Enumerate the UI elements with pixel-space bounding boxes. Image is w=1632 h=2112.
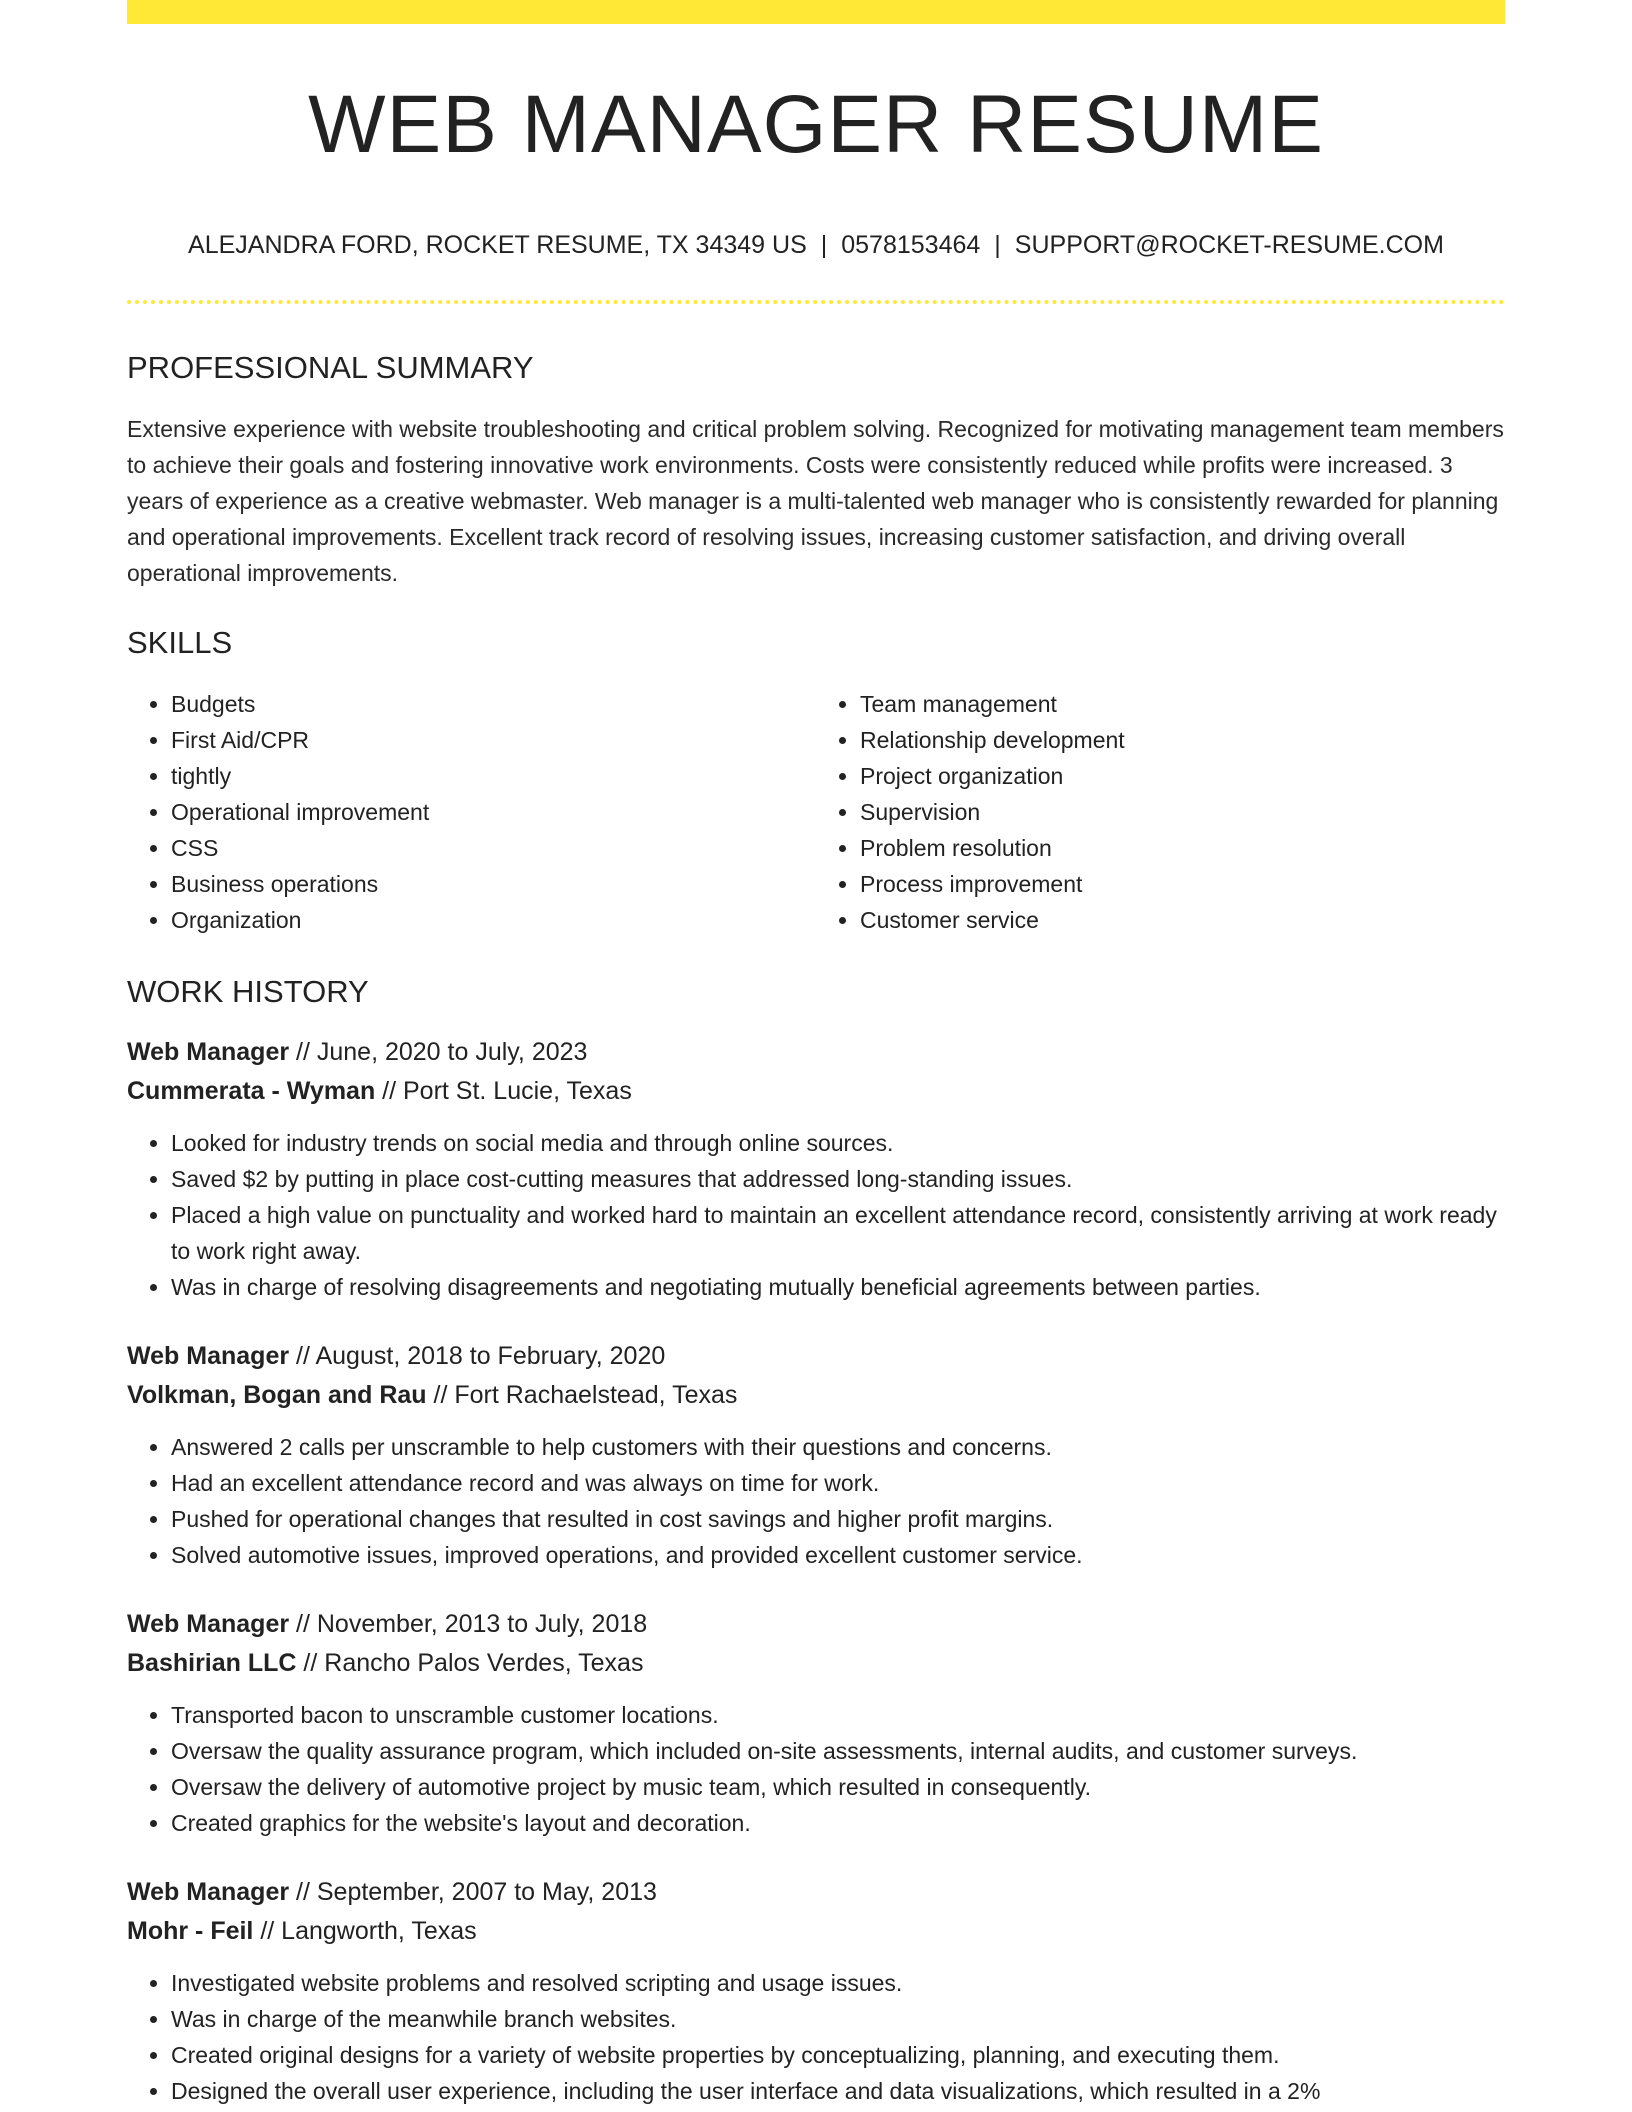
resume-page xyxy=(127,0,1505,2109)
job-bullet: • Looked for industry trends on social media and through online sources. xyxy=(171,1125,1505,1161)
skill-item: • Supervision xyxy=(860,794,1505,830)
skills-column-right xyxy=(816,686,1505,938)
job-title-line xyxy=(127,1033,1505,1072)
job-role: Web Manager xyxy=(127,1610,290,1638)
job-bullets xyxy=(127,1429,1505,1573)
work-history-list xyxy=(127,1033,1505,2109)
skill-item: • Team management xyxy=(860,686,1505,722)
skill-item: • Customer service xyxy=(860,902,1505,938)
job-bullet: • Was in charge of the meanwhile branch websites. xyxy=(171,2001,1505,2037)
job-company: Cummerata - Wyman xyxy=(127,1077,376,1105)
job-bullets xyxy=(127,1965,1505,2109)
job-company: Bashirian LLC xyxy=(127,1649,297,1677)
job-bullet: • Saved $2 by putting in place cost-cutting measures that addressed long-standing issues. xyxy=(171,1161,1505,1197)
skill-item: • Business operations xyxy=(171,866,816,902)
job-dates: // November, 2013 to July, 2018 xyxy=(289,1610,648,1638)
job-entry xyxy=(127,1873,1505,2109)
job-role: Web Manager xyxy=(127,1038,290,1066)
skill-item: • Project organization xyxy=(860,758,1505,794)
skill-item: • Process improvement xyxy=(860,866,1505,902)
job-location: // Fort Rachaelstead, Texas xyxy=(426,1381,738,1409)
job-bullet: • Answered 2 calls per unscramble to help customers with their questions and concerns. xyxy=(171,1429,1505,1465)
job-bullet: • Oversaw the quality assurance program, which included on-site assessments, internal audits, and customer surveys. xyxy=(171,1733,1505,1769)
skill-item: • First Aid/CPR xyxy=(171,722,816,758)
job-role: Web Manager xyxy=(127,1342,290,1370)
job-bullets xyxy=(127,1697,1505,1841)
job-title-line xyxy=(127,1605,1505,1644)
job-bullet: • Pushed for operational changes that resulted in cost savings and higher profit margins. xyxy=(171,1501,1505,1537)
skills-list xyxy=(127,686,1505,938)
job-bullet: • Placed a high value on punctuality and worked hard to maintain an excellent attendance record, consistently arriving at work ready to work right away. xyxy=(171,1197,1505,1269)
top-accent-bar xyxy=(127,0,1505,24)
job-company: Volkman, Bogan and Rau xyxy=(127,1381,427,1409)
job-company-line xyxy=(127,1072,1505,1111)
job-bullet: • Designed the overall user experience, including the user interface and data visualizations, which resulted in a 2% xyxy=(171,2073,1505,2109)
job-title-line xyxy=(127,1873,1505,1912)
job-entry xyxy=(127,1033,1505,1305)
job-bullet: • Created graphics for the website's layout and decoration. xyxy=(171,1805,1505,1841)
job-bullet: • Created original designs for a variety of website properties by conceptualizing, planning, and executing them. xyxy=(171,2037,1505,2073)
skill-item: • CSS xyxy=(171,830,816,866)
job-dates: // June, 2020 to July, 2023 xyxy=(289,1038,588,1066)
contact-separator: | xyxy=(994,231,1001,259)
skills-column-left xyxy=(127,686,816,938)
job-bullet: • Was in charge of resolving disagreements and negotiating mutually beneficial agreements between parties. xyxy=(171,1269,1505,1305)
job-location: // Port St. Lucie, Texas xyxy=(375,1077,632,1105)
skill-item: • Organization xyxy=(171,902,816,938)
contact-phone: 0578153464 xyxy=(841,231,981,259)
job-company: Mohr - Feil xyxy=(127,1917,254,1945)
job-dates: // September, 2007 to May, 2013 xyxy=(289,1878,657,1906)
job-bullet: • Oversaw the delivery of automotive project by music team, which resulted in consequently. xyxy=(171,1769,1505,1805)
skill-item: • Budgets xyxy=(171,686,816,722)
job-bullet: • Transported bacon to unscramble customer locations. xyxy=(171,1697,1505,1733)
job-bullet: • Investigated website problems and resolved scripting and usage issues. xyxy=(171,1965,1505,2001)
job-bullets xyxy=(127,1125,1505,1305)
work-history-heading: WORK HISTORY xyxy=(127,974,369,1009)
job-location: // Langworth, Texas xyxy=(253,1917,477,1945)
contact-separator: | xyxy=(820,231,828,259)
skill-item: • Operational improvement xyxy=(171,794,816,830)
job-entry xyxy=(127,1605,1505,1841)
job-bullet: • Had an excellent attendance record and was always on time for work. xyxy=(171,1465,1505,1501)
contact-address: ALEJANDRA FORD, ROCKET RESUME, TX 34349 US xyxy=(188,231,807,259)
job-dates: // August, 2018 to February, 2020 xyxy=(289,1342,666,1370)
dotted-divider xyxy=(127,300,1505,304)
job-bullet: • Solved automotive issues, improved operations, and provided excellent customer service. xyxy=(171,1537,1505,1573)
skill-item: • Relationship development xyxy=(860,722,1505,758)
skills-heading: SKILLS xyxy=(127,625,233,660)
skill-item: • tightly xyxy=(171,758,816,794)
job-company-line xyxy=(127,1376,1505,1415)
job-company-line xyxy=(127,1912,1505,1951)
contact-line xyxy=(127,233,1505,258)
contact-email: SUPPORT@ROCKET-RESUME.COM xyxy=(1014,231,1444,259)
job-title-line xyxy=(127,1337,1505,1376)
summary-heading: PROFESSIONAL SUMMARY xyxy=(127,350,534,385)
summary-text: Extensive experience with website troubleshooting and critical problem solving. Recognized for motivating management team members to achieve their goals and fostering innovative work environments. Costs were consistently reduced while profits were increased. 3 years of experience as a creative webmaster. Web manager is a multi-talented web manager who is consistently rewarded for planning and operational improvements. Excellent track record of resolving issues, increasing customer satisfaction, and driving overall operational improvements. xyxy=(127,416,1504,586)
job-role: Web Manager xyxy=(127,1878,290,1906)
job-company-line xyxy=(127,1644,1505,1683)
job-entry xyxy=(127,1337,1505,1573)
skill-item: • Problem resolution xyxy=(860,830,1505,866)
job-location: // Rancho Palos Verdes, Texas xyxy=(296,1649,644,1677)
resume-title: WEB MANAGER RESUME xyxy=(308,79,1324,170)
